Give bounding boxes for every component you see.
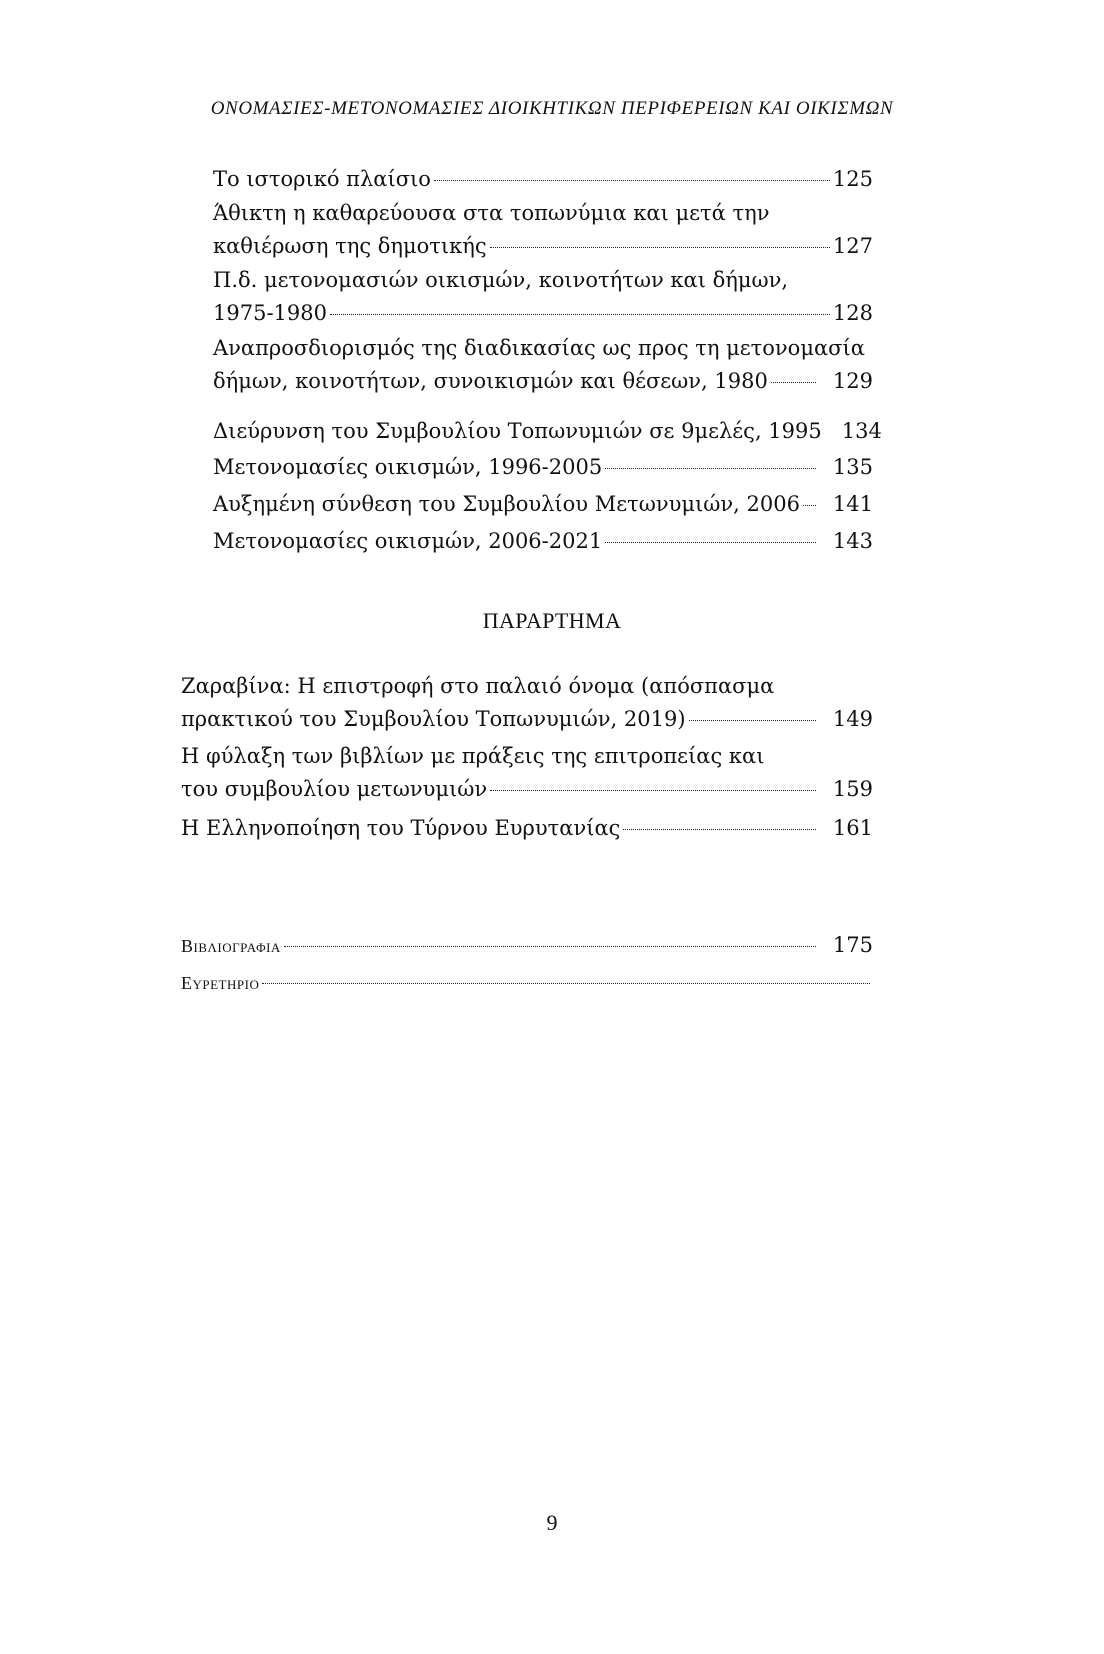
toc-entry-page: 161 [832,816,873,840]
toc-entry[interactable] [213,264,873,330]
toc-entry-title-line1: Η φύλαξη των βιβλίων με πράξεις της επιτροπείας και [181,744,765,768]
toc-entry[interactable] [213,197,873,263]
toc-entry[interactable] [213,415,882,448]
toc-entry[interactable] [213,451,873,484]
toc-entry-page: 143 [832,529,873,553]
dot-leader [605,468,816,469]
toc-entry-title: πρακτικού του Συμβουλίου Τοπωνυμιών, 2019) [181,707,686,731]
dot-leader [689,720,816,721]
toc-entry-page: 127 [832,234,873,258]
toc-entry-index[interactable] [181,967,873,1000]
toc-entry-page: 125 [832,167,873,191]
toc-entry-title-line1: Ζαραβίνα: Η επιστροφή στο παλαιό όνομα (απόσπασμα [181,674,775,698]
toc-entry[interactable] [213,332,873,398]
toc-entry-bibliography[interactable] [181,929,873,963]
toc-entry-title: Το ιστορικό πλαίσιο [213,167,431,191]
dot-leader [490,247,830,248]
dot-leader [771,382,816,383]
toc-entry-title: δήμων, κοινοτήτων, συνοικισμών και θέσεων, 1980 [213,369,768,393]
dot-leader [284,946,816,947]
toc-entry[interactable] [213,488,873,521]
toc-entry-title-line1: Π.δ. μετονομασιών οικισμών, κοινοτήτων και δήμων, [213,268,789,292]
toc-entry-title: Αυξημένη σύνθεση του Συμβουλίου Μετωνυμιών, 2006 [213,492,800,516]
toc-entry-title: Ευρετηριο [181,973,260,993]
toc-entry-page: 134 [841,419,882,443]
toc-entry-title: Η Ελληνοποίηση του Τύρνου Ευρυτανίας [181,816,621,840]
toc-entry-title-line1: Άθικτη η καθαρεύουσα στα τοπωνύμια και μετά την [213,201,770,225]
toc-entry-title: Μετονομασίες οικισμών, 1996-2005 [213,455,603,479]
dot-leader [623,829,816,830]
toc-entry-title: καθιέρωση της δημοτικής [213,234,487,258]
toc-entry[interactable] [181,812,873,845]
toc-entry-title: Μετονομασίες οικισμών, 2006-2021 [213,529,603,553]
toc-entry-title: Βιβλιογραφια [181,936,281,956]
page-number: 9 [546,1510,558,1535]
toc-entry-page: 149 [832,707,873,731]
toc-entry[interactable] [213,163,873,196]
dot-leader [803,505,816,506]
toc-entry-page: 159 [832,777,873,801]
toc-entry-page: 128 [832,301,873,325]
toc-entry[interactable] [181,740,873,806]
toc-entry[interactable] [181,670,873,736]
toc-entry-title: 1975-1980 [213,301,327,325]
toc-entry-title-line1: Αναπροσδιορισμός της διαδικασίας ως προς τη μετονομασία [213,336,865,360]
toc-entry-page: 175 [832,933,873,957]
dot-leader [490,790,816,791]
toc-entry-title: του συμβουλίου μετωνυμιών [181,777,488,801]
toc-entry-page: 141 [832,492,873,516]
toc-entry-page: 129 [832,369,873,393]
toc-entry-page: 135 [832,455,873,479]
dot-leader [434,180,830,181]
dot-leader [330,314,830,315]
appendix-heading: ΠΑΡΑΡΤΗΜΑ [482,608,622,633]
dot-leader [262,983,870,984]
toc-entry[interactable] [213,525,873,558]
toc-entry-title: Διεύρυνση του Συμβουλίου Τοπωνυμιών σε 9μελές, 1995 [213,419,822,443]
dot-leader [605,542,816,543]
running-head: ΟΝΟΜΑΣΙΕΣ-ΜΕΤΟΝΟΜΑΣΙΕΣ ΔΙΟΙΚΗΤΙΚΩΝ ΠΕΡΙΦΕΡΕΙΩΝ ΚΑΙ ΟΙΚΙΣΜΩΝ [210,98,894,119]
